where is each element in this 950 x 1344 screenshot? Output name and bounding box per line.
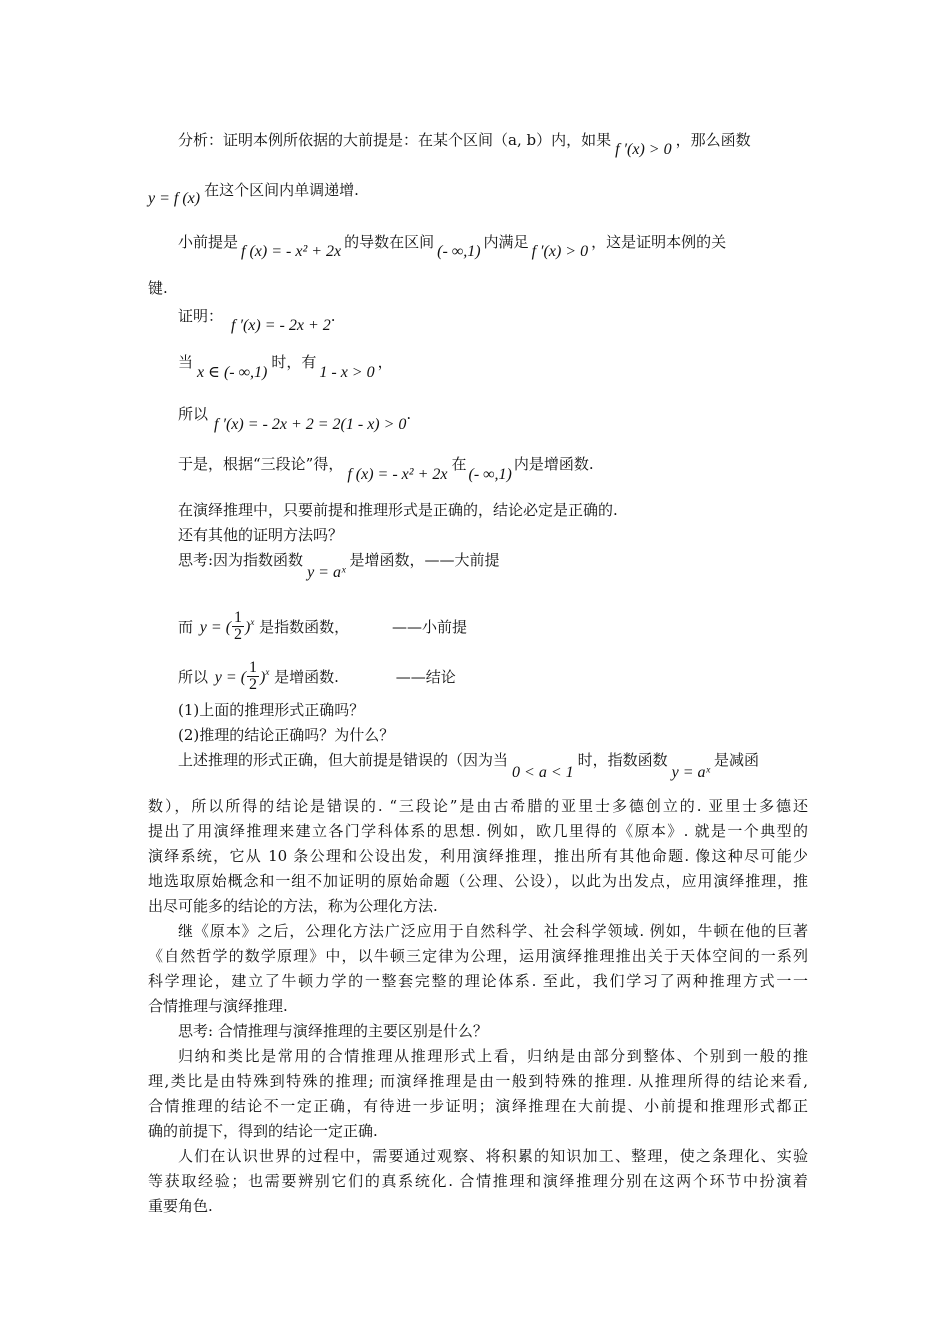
math-a-range: 0 < a < 1 [512,764,574,781]
math-half-base-2: y = ( $\frac{1}{2}$ )$^x$ [214,659,270,693]
minor-text-b: 的导数在区间 [344,233,435,251]
minor-premise-line [178,232,727,260]
proof-line-3: 所以f ′(x) = - 2x + 2 = 2(1 - x) > 0. [178,405,412,433]
minor-premise-line-2 [148,278,168,298]
frac-numerator: 1 [234,609,243,626]
analysis-text: 分析：证明本例所依据的大前提是：在某个区间（a, b）内，如果 [178,131,612,149]
body3-line-2: 理,类比是由特殊到特殊的推理; 而演绎推理是由一般到特殊的推理. 从推理所得的结论来看, [148,1072,808,1090]
think-line [178,550,500,581]
think2-line: 思考: 合情推理与演绎推理的主要区别是什么？ [178,1022,488,1040]
body3-line-1: 归纳和类比是常用的合情推理从推理形式上看，归纳是由部分到整体、个别到一般的推 [178,1047,808,1065]
above-text-c: 是减函 [714,751,760,769]
body1-line-2: 提出了用演绎推理来建立各门学科体系的思想. 例如，欧几里得的《原本》. 就是一个典型的 [148,822,808,840]
proof-hence-b: 在 [451,455,467,473]
analysis-line-2 [148,180,359,207]
think-text-a: 思考:因为指数函数 [178,551,304,569]
math-x-in-interval: x ∈ (- ∞,1) [197,364,268,381]
math-y-ax-2: y = aˣ [671,764,711,781]
and-text-c: ——小前提 [391,618,467,637]
proof-line-4 [178,454,594,483]
body1-line-4: 地选取原始概念和一组不加证明的原始命题（公理、公设），以此为出发点，应用演绎推理，推 [148,872,808,890]
body2-line-3: 科学理论，建立了牛顿力学的一整套完整的理论体系. 至此，我们学习了两种推理方式一一 [148,972,808,990]
proof-when: 当 [178,353,194,371]
proof-line-2: 当x ∈ (- ∞,1)时，有1 - x > 0， [178,353,393,381]
minor-text-a: 小前提是 [178,233,239,251]
minor-example-line [178,609,467,645]
above-line [178,750,760,781]
math-y-equals-fx: y = f (x) [148,190,201,207]
proof-so: 所以 [178,405,209,423]
body1-line-3: 演绎系统，它从 10 条公理和公设出发，利用演绎推理，推出所有其他命题. 像这种尽可能少 [148,847,808,865]
and-text-a: 而 [178,618,194,637]
minor-text-e: 键. [148,279,168,297]
math-half-base: y = ( $\frac{1}{2}$ )$^x$ [199,609,255,643]
body4-line-1: 人们在认识世界的过程中，需要通过观察、将积累的知识加工、整理，使之条理化、实验 [178,1147,808,1165]
body4-line-2: 等获取经验；也需要辨别它们的真系统化. 合情推理和演绎推理分别在这两个环节中扮演着 [148,1172,808,1190]
analysis-text-2: 在这个区间内单调递增. [204,181,359,199]
body3-line-3: 合情推理的结论不一定正确，有待进一步证明；演绎推理在大前提、小前提和推理形式都正 [148,1097,808,1115]
math-fprime-chain: f ′(x) = - 2x + 2 = 2(1 - x) > 0 [214,416,407,433]
math-interval: (- ∞,1) [437,243,481,260]
body1-line-1: 数），所以所得的结论是错误的. “三段论”是由古希腊的亚里士多德创立的. 亚里士多德还 [148,797,808,815]
analysis-text-end: ，那么函数 [675,131,751,149]
minor-text-d: ，这是证明本例的关 [591,233,727,251]
paragraph-p2: 还有其他的证明方法吗？ [178,526,344,544]
think-text-b: 是增函数，——大前提 [349,551,500,569]
frac-denominator-2: 2 [249,676,258,693]
proof-when-b: 时，有 [271,353,317,371]
math-y-ax: y = aˣ [307,564,346,581]
proof-line-1: 证明：f ′(x) = - 2x + 2. [178,307,336,334]
paragraph-p1: 在演绎推理中，只要前提和推理形式是正确的，结论必定是正确的. [178,501,618,519]
analysis-line-1 [178,130,751,158]
body3-line-4: 确的前提下，得到的结论一定正确. [148,1122,378,1140]
math-fprime-positive-2: f ′(x) > 0 [531,243,589,260]
minor-text-c: 内满足 [483,233,529,251]
conclusion-example-line [178,659,456,695]
body2-line-4: 合情推理与演绎推理. [148,997,288,1015]
question-2: (2)推理的结论正确吗？为什么？ [178,726,395,744]
proof-label: 证明： [178,307,224,325]
proof-hence-c: 内是增函数. [513,455,594,473]
question-1: (1)上面的推理形式正确吗？ [178,701,365,719]
math-fprime-definition: f ′(x) = - 2x + 2 [231,317,331,334]
body4-line-3: 重要角色. [148,1197,213,1215]
math-interval-2: (- ∞,1) [468,466,512,483]
proof-hence-a: 于是，根据“三段论”得， [178,455,344,473]
math-fprime-positive: f ′(x) > 0 [615,141,672,158]
math-fx-definition: f (x) = - x² + 2x [241,243,342,260]
math-one-minus-x: 1 - x > 0 [319,364,375,381]
body2-line-2: 《自然哲学的数学原理》中，以牛顿三定律为公理，运用演绎推理推出关于天体空间的一系列 [148,947,808,965]
thus-text-b: 是增函数. [274,668,339,687]
body2-line-1: 继《原本》之后，公理化方法广泛应用于自然科学、社会科学领域. 例如，牛顿在他的巨著 [178,922,808,940]
thus-text-c: ——结论 [395,668,456,687]
body1-line-5: 出尽可能多的结论的方法，称为公理化方法. [148,897,438,915]
above-text-b: 时，指数函数 [577,751,668,769]
math-fx-definition-2: f (x) = - x² + 2x [347,466,448,483]
and-text-b: 是指数函数， [259,618,350,637]
thus-text-a: 所以 [178,668,209,687]
above-text-a: 上述推理的形式正确，但大前提是错误的（因为当 [178,751,509,769]
frac-denominator: 2 [234,626,243,643]
frac-numerator-2: 1 [249,659,258,676]
